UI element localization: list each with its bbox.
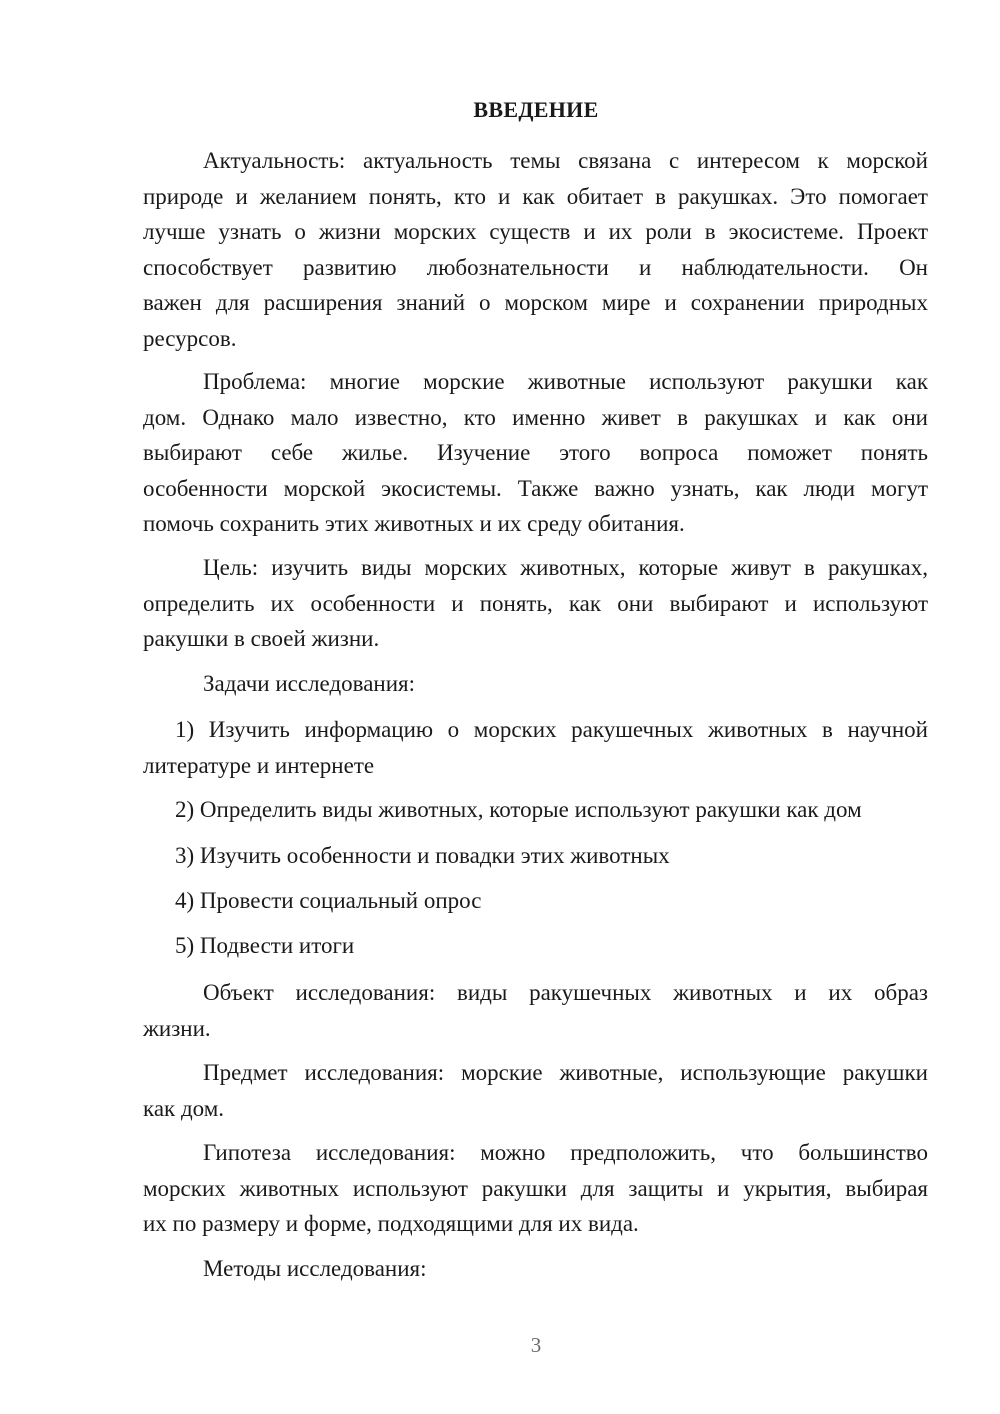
task-item-5 <box>143 928 928 964</box>
task-item-4 <box>143 883 928 919</box>
text-line: 4) Провести социальный опрос <box>175 888 482 913</box>
page-number: 3 <box>530 1333 542 1357</box>
paragraph-object <box>143 975 928 1046</box>
text-line: Предмет исследования: морские животные, использующие ракушки <box>203 1060 928 1085</box>
paragraph-relevance <box>143 143 928 356</box>
text-line: Объект исследования: виды ракушечных животных и их образ <box>203 980 928 1005</box>
text-line: Проблема: многие морские животные используют ракушки как <box>203 369 928 394</box>
text-line: жизни. <box>143 1015 211 1041</box>
text-line: 1) Изучить информацию о морских ракушечных животных в научной <box>175 717 928 742</box>
task-item-2 <box>143 792 928 828</box>
text-line: морских животных используют ракушки для защиты и укрытия, выбирая <box>143 1175 928 1201</box>
text-line: Цель: изучить виды морских животных, которые живут в ракушках, <box>203 555 928 580</box>
task-item-1 <box>143 712 928 783</box>
text-line: ресурсов. <box>143 325 237 351</box>
text-line: выбирают себе жилье. Изучение этого вопроса поможет понять <box>143 440 928 465</box>
text-line: Методы исследования: <box>203 1256 427 1281</box>
paragraph-tasks-heading <box>143 666 928 702</box>
text-line: лучше узнать о жизни морских существ и их роли в экосистеме. Проект <box>143 219 928 244</box>
text-line: 3) Изучить особенности и повадки этих животных <box>175 843 670 868</box>
text-line: как дом. <box>143 1095 225 1121</box>
text-line: 2) Определить виды животных, которые используют ракушки как дом <box>175 797 862 822</box>
text-line: Задачи исследования: <box>203 671 416 696</box>
text-line: Гипотеза исследования: можно предположить, что большинство <box>203 1140 928 1165</box>
text-line: способствует развитию любознательности и наблюдательности. Он <box>143 254 928 280</box>
text-line: дом. Однако мало известно, кто именно живет в ракушках и как они <box>143 404 928 430</box>
text-line: определить их особенности и понять, как они выбирают и используют <box>143 590 928 616</box>
text-line: важен для расширения знаний о морском мире и сохранении природных <box>143 290 928 315</box>
text-line: помочь сохранить этих животных и их среду обитания. <box>143 511 685 536</box>
text-line: 5) Подвести итоги <box>175 933 355 958</box>
text-line: литературе и интернете <box>143 752 375 778</box>
paragraph-methods <box>143 1251 928 1287</box>
text-line: природе и желанием понять, кто и как обитает в ракушках. Это помогает <box>143 183 928 209</box>
paragraph-goal <box>143 550 928 657</box>
section-heading: ВВЕДЕНИЕ <box>473 97 599 122</box>
paragraph-problem <box>143 364 928 542</box>
text-line: ракушки в своей жизни. <box>143 626 380 651</box>
task-item-3 <box>143 838 928 874</box>
paragraph-subject <box>143 1055 928 1126</box>
text-line: особенности морской экосистемы. Также важно узнать, как люди могут <box>143 475 928 501</box>
paragraph-hypothesis <box>143 1135 928 1242</box>
text-line: Актуальность: актуальность темы связана с интересом к морской <box>203 148 928 173</box>
text-line: их по размеру и форме, подходящими для их вида. <box>143 1211 639 1236</box>
